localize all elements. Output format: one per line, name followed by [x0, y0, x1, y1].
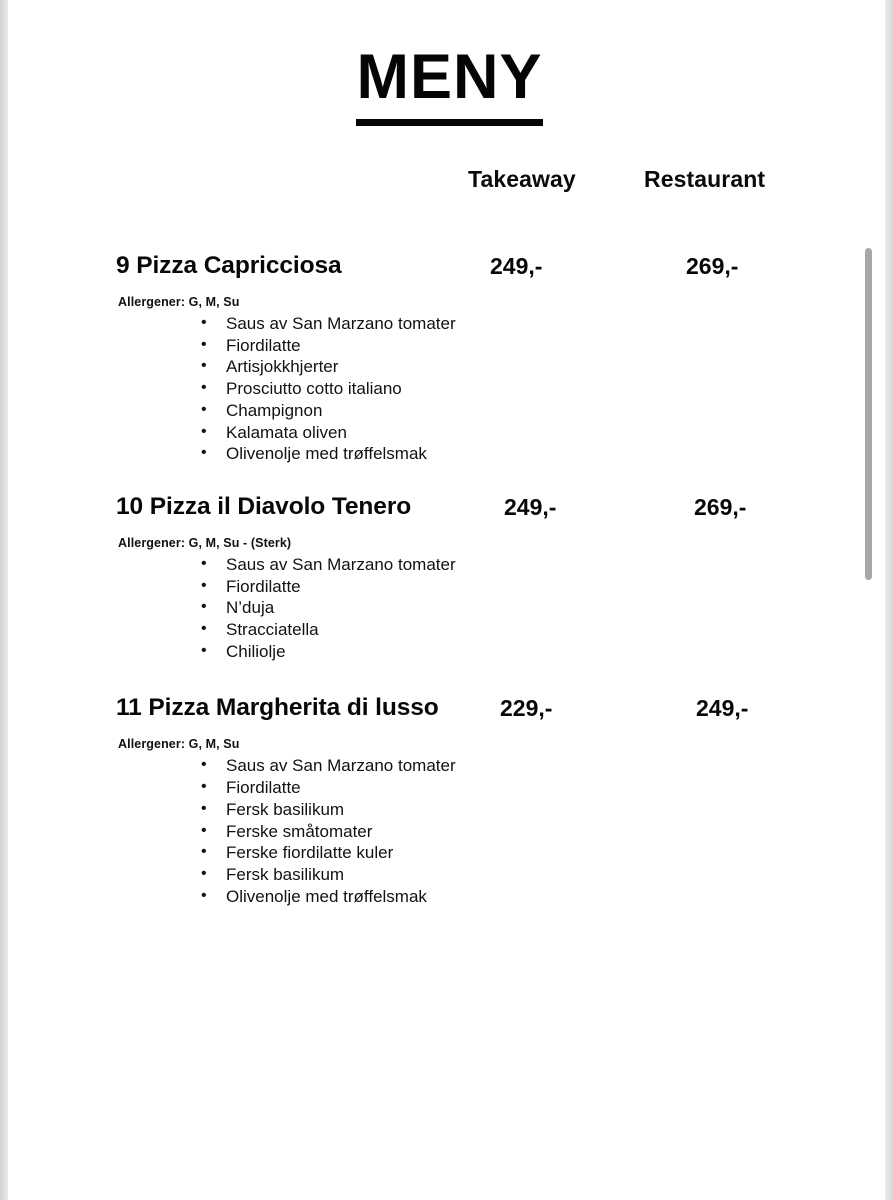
menu-item [8, 694, 885, 907]
menu-item-header [8, 694, 885, 728]
menu-item-list [8, 252, 885, 907]
ingredient-item: • Fersk basilikum [8, 864, 885, 886]
menu-item-price-takeaway: 229,- [500, 695, 553, 722]
menu-item-allergens: Allergener: G, M, Su [118, 295, 240, 309]
menu-item-name: 11 Pizza Margherita di lusso [116, 694, 439, 722]
menu-item-name: 9 Pizza Capricciosa [116, 252, 342, 279]
ingredient-item: • Champignon [8, 400, 885, 422]
menu-item-name: 10 Pizza il Diavolo Tenero [116, 492, 412, 520]
ingredient-item: • Olivenolje med trøffelsmak [8, 886, 885, 908]
menu-item-ingredients [8, 554, 885, 663]
ingredient-item: • Saus av San Marzano tomater [8, 755, 885, 777]
vertical-scrollbar-track[interactable] [870, 0, 884, 1200]
menu-item-price-takeaway: 249,- [490, 253, 543, 279]
menu-item-header [8, 493, 885, 527]
menu-item [8, 252, 885, 465]
column-header-takeaway: Takeaway [468, 166, 576, 192]
column-header-restaurant: Restaurant [644, 166, 766, 192]
ingredient-item: • Chiliolje [8, 641, 885, 663]
ingredient-item: • Stracciatella [8, 619, 885, 641]
ingredient-item: • Kalamata oliven [8, 422, 885, 444]
title-block [8, 0, 885, 126]
menu-item-price-restaurant: 269,- [686, 253, 739, 279]
ingredient-item: • Fiordilatte [8, 576, 885, 598]
ingredient-item: • Fiordilatte [8, 335, 885, 357]
menu-page [8, 0, 885, 1200]
vertical-scrollbar-thumb[interactable] [865, 248, 872, 580]
ingredient-item: • Fersk basilikum [8, 799, 885, 821]
menu-item-ingredients [8, 313, 885, 465]
ingredient-item: • Saus av San Marzano tomater [8, 313, 885, 335]
menu-item-ingredients [8, 755, 885, 907]
ingredient-item: • N’duja [8, 597, 885, 619]
ingredient-item: • Saus av San Marzano tomater [8, 554, 885, 576]
ingredient-item: • Olivenolje med trøffelsmak [8, 443, 885, 465]
ingredient-item: • Ferske småtomater [8, 821, 885, 843]
menu-item-price-takeaway: 249,- [504, 493, 557, 520]
viewer-left-gutter [0, 0, 8, 1200]
menu-item [8, 493, 885, 663]
ingredient-item: • Prosciutto cotto italiano [8, 378, 885, 400]
page-title: MENY [356, 46, 542, 126]
ingredient-item: • Fiordilatte [8, 777, 885, 799]
menu-item-price-restaurant: 269,- [694, 493, 747, 520]
ingredient-item: • Ferske fiordilatte kuler [8, 842, 885, 864]
menu-item-allergens: Allergener: G, M, Su - (Sterk) [118, 535, 292, 550]
menu-item-allergens: Allergener: G, M, Su [118, 737, 240, 752]
ingredient-item: • Artisjokkhjerter [8, 356, 885, 378]
viewer-right-gutter [885, 0, 893, 1200]
menu-item-price-restaurant: 249,- [696, 695, 749, 722]
menu-item-header [8, 252, 885, 286]
price-column-headers [8, 166, 885, 206]
